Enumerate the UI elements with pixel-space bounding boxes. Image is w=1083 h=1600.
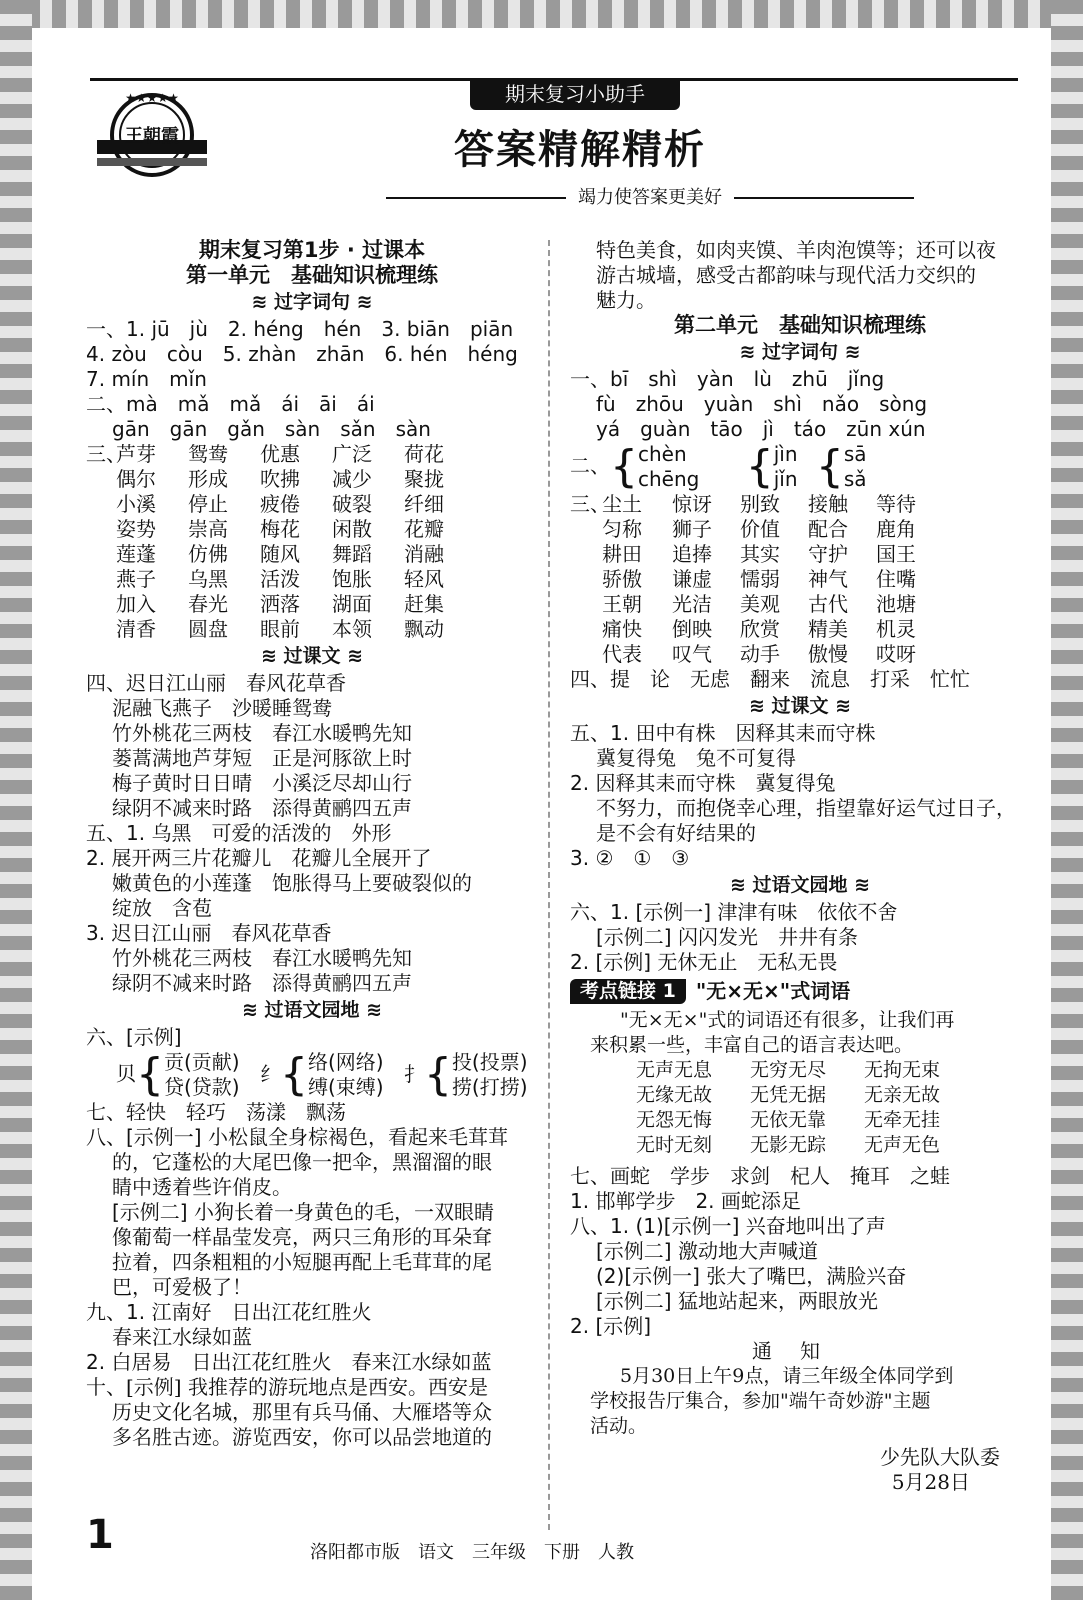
word-cell: 狮子 <box>672 517 712 541</box>
answer-line: 八、1. (1)[示例一] 兴奋地叫出了声 <box>570 1214 886 1238</box>
idiom-cell: 无缘无故 <box>636 1084 713 1106</box>
word-cell: 价值 <box>740 517 780 541</box>
decorative-border-left <box>0 0 32 1600</box>
word-cell: 配合 <box>808 517 848 541</box>
radical-label: 扌 <box>403 1061 424 1086</box>
answer-line: 7. mín mǐn <box>86 367 207 391</box>
word-cell: 动手 <box>740 642 780 666</box>
idiom-cell: 无穷无尽 <box>750 1059 827 1081</box>
answer-line: 六、1. [示例一] 津津有味 依依不舍 <box>570 900 898 924</box>
answer-block <box>570 238 1030 313</box>
word-cell: 叹气 <box>672 642 712 666</box>
header-slogan: 竭力使答案更美好 <box>300 183 1000 209</box>
answer-line: 3. 迟日江山丽 春风花草香 <box>86 921 332 945</box>
subsection-heading: ≋ 过语文园地 ≋ <box>729 874 871 896</box>
word-cell: 舞蹈 <box>332 542 372 566</box>
notice-date: 5月28日 <box>891 1470 970 1494</box>
knowledge-intro <box>570 1008 1030 1058</box>
radical-label: 贝 <box>116 1061 136 1086</box>
answer-line: 九、1. 江南好 日出江花红胜火 <box>86 1300 372 1324</box>
answer-line: gān gān gǎn sàn sǎn sàn <box>112 417 431 441</box>
answer-line: 3. ② ① ③ <box>570 846 690 870</box>
brace-icon: { <box>423 1049 452 1100</box>
word-cell: 尘土 <box>602 492 642 516</box>
word-cell: 圆盘 <box>188 617 228 641</box>
word-cell: 住嘴 <box>876 567 916 591</box>
polyphone-group <box>570 442 1030 492</box>
answer-line: 二、mà mǎ mǎ ái āi ái <box>86 392 375 416</box>
answer-line: 2. 因释其耒而守株 冀复得兔 <box>570 771 836 795</box>
word-cell: 别致 <box>740 492 780 516</box>
notice-body <box>570 1364 1030 1439</box>
answer-block <box>570 367 1030 442</box>
brace-icon: { <box>610 441 638 492</box>
answer-line: 是不会有好结果的 <box>596 821 756 845</box>
answer-line: [示例二] 激动地大声喊道 <box>596 1239 818 1263</box>
header-tag: 期末复习小助手 <box>470 78 680 110</box>
brace-icon: { <box>815 441 844 492</box>
answer-line: 多名胜古迹。游览西安，你可以品尝地道的 <box>112 1425 492 1449</box>
idiom-cell: 无时无刻 <box>636 1134 713 1156</box>
word-cell: 池塘 <box>876 592 916 616</box>
answer-line: 游古城墙，感受古都韵味与现代活力交织的 <box>596 263 976 287</box>
word-cell: 荷花 <box>404 442 444 466</box>
radical-word: 贡(贡献) <box>164 1050 240 1074</box>
answer-line: 4. zòu còu 5. zhàn zhān 6. hén héng <box>86 342 518 366</box>
word-cell: 花瓣 <box>404 517 444 541</box>
word-cell: 本领 <box>332 617 372 641</box>
answer-line: 七、轻快 轻巧 荡漾 飘荡 <box>86 1100 346 1124</box>
word-cell: 守护 <box>808 542 848 566</box>
answer-line: 冀复得兔 兔不可复得 <box>596 746 796 770</box>
page-number: 1 <box>86 1512 114 1558</box>
subsection-heading: ≋ 过课文 ≋ <box>260 645 364 667</box>
answer-line: 2. 白居易 日出江花红胜火 春来江水绿如蓝 <box>86 1350 492 1374</box>
intro-line: 来积累一些，丰富自己的语言表达吧。 <box>590 1034 914 1056</box>
brace-icon: { <box>745 441 774 492</box>
notice-line: 学校报告厅集合，参加"端午奇妙游"主题 <box>590 1390 931 1412</box>
publisher-logo <box>92 80 212 190</box>
pinyin: jìn <box>773 442 798 466</box>
answer-line: 六、[示例] <box>86 1025 182 1049</box>
answer-line: 绿阴不减来时路 添得黄鹂四五声 <box>112 971 412 995</box>
word-cell: 谦虚 <box>672 567 712 591</box>
word-grid-block <box>86 442 538 642</box>
pinyin: jǐn <box>773 467 798 491</box>
answer-line: 历史文化名城，那里有兵马俑、大雁塔等众 <box>112 1400 492 1424</box>
answer-line: 1. 邯郸学步 2. 画蛇添足 <box>570 1189 801 1213</box>
knowledge-link-tag: 考点链接 1 <box>570 979 686 1004</box>
word-cell: 随风 <box>260 542 300 566</box>
word-cell: 懦弱 <box>740 567 780 591</box>
word-cell: 国王 <box>876 542 916 566</box>
word-cell: 鸳鸯 <box>188 442 228 466</box>
question-label: 三、 <box>570 492 610 516</box>
word-cell: 代表 <box>602 642 642 666</box>
word-cell: 加入 <box>116 592 156 616</box>
notice-title: 通知 <box>752 1339 848 1363</box>
word-cell: 机灵 <box>876 617 916 641</box>
unit-heading: 第一单元 基础知识梳理练 <box>186 263 438 287</box>
subsection-heading: ≋ 过字词句 ≋ <box>251 291 373 313</box>
idiom-cell: 无拘无束 <box>864 1059 941 1081</box>
word-cell: 乌黑 <box>188 567 228 591</box>
answer-line: [示例二] 猛地站起来，两眼放光 <box>596 1289 878 1313</box>
word-cell: 痛快 <box>602 617 642 641</box>
radical-word: 缚(束缚) <box>307 1075 384 1099</box>
answer-line: fù zhōu yuàn shì nǎo sòng <box>596 392 928 416</box>
word-cell: 形成 <box>188 467 228 491</box>
radical-word: 捞(打捞) <box>451 1075 528 1099</box>
word-cell: 湖面 <box>332 592 372 616</box>
column-divider <box>548 240 550 1530</box>
answer-line: 五、1. 田中有株 因释其耒而守株 <box>570 721 876 745</box>
answer-line: 魅力。 <box>596 288 656 312</box>
answer-line: 一、1. jū jù 2. héng hén 3. biān piān <box>86 317 514 341</box>
word-grid <box>570 492 1030 667</box>
word-cell: 惊讶 <box>672 492 712 516</box>
answer-line: 一、bī shì yàn lù zhū jǐng <box>570 367 885 391</box>
answer-line: 2. [示例] <box>570 1314 652 1338</box>
word-cell: 古代 <box>808 592 848 616</box>
word-cell: 王朝 <box>602 592 642 616</box>
pinyin: chèn <box>638 442 687 466</box>
word-cell: 聚拢 <box>404 467 444 491</box>
idiom-cell: 无依无靠 <box>750 1109 827 1131</box>
word-cell: 其实 <box>740 542 780 566</box>
answer-line: 2. [示例] 无休无止 无私无畏 <box>570 950 838 974</box>
answer-block <box>86 821 538 996</box>
word-cell: 广泛 <box>332 442 372 466</box>
answer-line: 绿阴不减来时路 添得黄鹂四五声 <box>112 796 412 820</box>
answer-line: 巴，可爱极了！ <box>112 1275 252 1299</box>
word-cell: 洒落 <box>260 592 300 616</box>
answer-line: 七、画蛇 学步 求剑 杞人 掩耳 之蛙 <box>570 1164 950 1188</box>
word-cell: 纤细 <box>404 492 444 516</box>
knowledge-link-header <box>570 979 1030 1004</box>
word-cell: 小溪 <box>116 492 156 516</box>
word-cell: 春光 <box>188 592 228 616</box>
word-cell: 疲倦 <box>260 492 300 516</box>
word-cell: 轻风 <box>404 567 444 591</box>
brace-icon: { <box>136 1049 164 1100</box>
answer-line: 八、[示例一] 小松鼠全身棕褐色，看起来毛茸茸 <box>86 1125 508 1149</box>
knowledge-link-title: "无×无×"式词语 <box>695 979 851 1003</box>
word-cell: 优惠 <box>260 442 300 466</box>
word-cell: 崇高 <box>188 517 228 541</box>
idiom-cell: 无凭无据 <box>750 1084 827 1106</box>
pinyin: sā <box>843 442 867 466</box>
unit-heading: 第二单元 基础知识梳理练 <box>674 313 926 337</box>
right-column <box>570 238 1030 1495</box>
answer-line: 竹外桃花三两枝 春江水暖鸭先知 <box>112 946 412 970</box>
word-cell: 梅花 <box>260 517 300 541</box>
footer-edition: 洛阳都市版 语文 三年级 下册 人教 <box>310 1542 634 1563</box>
word-cell: 接触 <box>808 492 848 516</box>
answer-line: (2)[示例一] 张大了嘴巴，满脸兴奋 <box>596 1264 907 1288</box>
brace-icon: { <box>279 1049 308 1100</box>
word-cell: 姿势 <box>116 517 156 541</box>
word-cell: 芦芽 <box>116 442 156 466</box>
word-cell: 燕子 <box>116 567 156 591</box>
word-cell: 追捧 <box>672 542 712 566</box>
word-cell: 匀称 <box>602 517 642 541</box>
word-cell: 傲慢 <box>808 642 848 666</box>
radical-word: 投(投票) <box>451 1050 528 1074</box>
radical-grouping <box>86 1050 538 1100</box>
subsection-heading: ≋ 过课文 ≋ <box>748 695 852 717</box>
word-cell: 破裂 <box>332 492 372 516</box>
word-cell: 闲散 <box>332 517 372 541</box>
page-title: 答案精解精析 <box>454 127 706 173</box>
word-cell: 神气 <box>808 567 848 591</box>
decorative-border-right <box>1051 0 1083 1600</box>
pinyin: sǎ <box>843 467 867 491</box>
answer-block <box>86 1300 538 1375</box>
question-label: 三、 <box>86 442 126 466</box>
word-cell: 莲蓬 <box>116 542 156 566</box>
answer-line: 四、提 论 无虑 翻来 流息 打采 忙忙 <box>570 667 970 691</box>
word-cell: 吹拂 <box>260 467 300 491</box>
answer-line: 五、1. 乌黑 可爱的活泼的 外形 <box>86 821 392 845</box>
word-grid-block <box>570 492 1030 667</box>
answer-line: 拉着，四条粗粗的小短腿再配上毛茸茸的尾 <box>112 1250 492 1274</box>
answer-block <box>86 1125 538 1300</box>
word-cell: 哎呀 <box>876 642 916 666</box>
word-cell: 倒映 <box>672 617 712 641</box>
answer-line: 不努力，而抱侥幸心理，指望靠好运气过日子， <box>596 796 1016 820</box>
idiom-cell: 无亲无故 <box>864 1084 941 1106</box>
radical-word: 络(网络) <box>307 1050 384 1074</box>
word-cell: 饱胀 <box>332 567 372 591</box>
idiom-grid <box>570 1058 1030 1158</box>
answer-line: [示例二] 闪闪发光 井井有条 <box>596 925 858 949</box>
word-cell: 骄傲 <box>602 567 642 591</box>
word-cell: 欣赏 <box>740 617 780 641</box>
answer-line: 特色美食，如肉夹馍、羊肉泡馍等；还可以夜 <box>596 238 996 262</box>
word-cell: 仿佛 <box>188 542 228 566</box>
idiom-cell: 无声无息 <box>636 1059 713 1081</box>
svg-text:★★★★★: ★★★★★ <box>125 91 179 105</box>
word-cell: 飘动 <box>404 617 444 641</box>
word-cell: 消融 <box>404 542 444 566</box>
subsection-heading: ≋ 过语文园地 ≋ <box>241 999 383 1021</box>
section-heading-main: 期末复习第1步 · 过课本 <box>198 238 426 262</box>
word-cell: 清香 <box>116 617 156 641</box>
word-cell: 等待 <box>876 492 916 516</box>
word-cell: 美观 <box>740 592 780 616</box>
answer-block <box>570 1164 1030 1214</box>
answer-line: 春来江水绿如蓝 <box>112 1325 252 1349</box>
answer-line: 四、迟日江山丽 春风花草香 <box>86 671 346 695</box>
answer-line: 竹外桃花三两枝 春江水暖鸭先知 <box>112 721 412 745</box>
word-cell: 精美 <box>808 617 848 641</box>
idiom-cell: 无牵无挂 <box>864 1109 941 1131</box>
word-cell: 停止 <box>188 492 228 516</box>
word-cell: 耕田 <box>602 542 642 566</box>
word-cell: 减少 <box>332 467 372 491</box>
answer-line: 嫩黄色的小莲蓬 饱胀得马上要破裂似的 <box>112 871 472 895</box>
answer-line: 泥融飞燕子 沙暖睡鸳鸯 <box>112 696 332 720</box>
answer-block <box>570 721 1030 871</box>
word-cell: 偶尔 <box>116 467 156 491</box>
decorative-border-top <box>0 0 1083 28</box>
idiom-cell: 无怨无悔 <box>636 1109 713 1131</box>
left-column <box>86 238 538 1450</box>
pinyin: chēng <box>638 467 700 491</box>
question-label: 二、 <box>570 453 610 478</box>
idiom-cell: 无声无色 <box>864 1134 941 1156</box>
answer-line: 睛中透着些许俏皮。 <box>112 1175 292 1199</box>
answer-block <box>86 1375 538 1450</box>
notice-signature: 少先队大队委 <box>880 1445 1000 1469</box>
poem-answers <box>86 671 538 821</box>
intro-line: "无×无×"式的词语还有很多，让我们再 <box>620 1009 955 1031</box>
word-cell: 活泼 <box>260 567 300 591</box>
word-grid <box>86 442 538 642</box>
answer-line: 蒌蒿满地芦芽短 正是河豚欲上时 <box>112 746 412 770</box>
radical-label: 纟 <box>259 1061 280 1086</box>
word-cell: 赶集 <box>404 592 444 616</box>
radical-word: 贷(贷款) <box>164 1075 240 1099</box>
subsection-heading: ≋ 过字词句 ≋ <box>739 341 861 363</box>
answer-block <box>570 1214 1030 1339</box>
word-cell: 光洁 <box>672 592 712 616</box>
word-cell: 鹿角 <box>876 517 916 541</box>
answer-line: yá guàn tāo jì táo zūn xún <box>596 417 926 441</box>
svg-text:王朝霞: 王朝霞 <box>125 126 179 147</box>
idiom-cell: 无影无踪 <box>750 1134 827 1156</box>
answer-line: [示例二] 小狗长着一身黄色的毛，一双眼睛 <box>112 1200 494 1224</box>
answer-line: 的，它蓬松的大尾巴像一把伞，黑溜溜的眼 <box>112 1150 492 1174</box>
answer-block <box>570 900 1030 975</box>
notice-line: 活动。 <box>590 1415 648 1437</box>
answer-line: 十、[示例] 我推荐的游玩地点是西安。西安是 <box>86 1375 488 1399</box>
answer-line: 梅子黄时日日晴 小溪泛尽却山行 <box>112 771 412 795</box>
word-cell: 眼前 <box>260 617 300 641</box>
answer-line: 2. 展开两三片花瓣儿 花瓣儿全展开了 <box>86 846 432 870</box>
answer-line: 像葡萄一样晶莹发亮，两只三角形的耳朵耷 <box>112 1225 492 1249</box>
answer-line: 绽放 含苞 <box>112 896 212 920</box>
notice-line: 5月30日上午9点，请三年级全体同学到 <box>620 1365 954 1387</box>
